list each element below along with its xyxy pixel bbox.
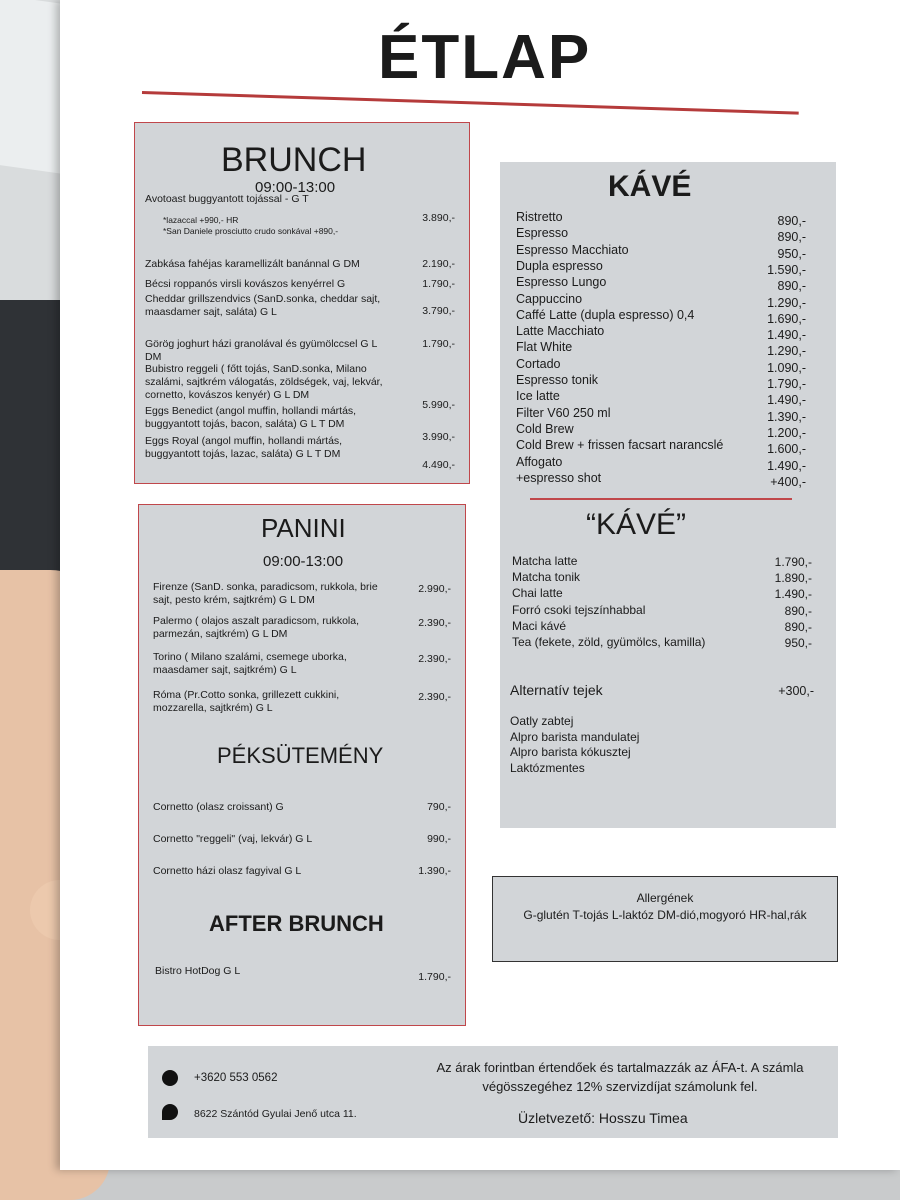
coffee-item-price: 1.390,- xyxy=(767,409,806,424)
panini-item: Torino ( Milano szalámi, csemege uborka, maasdamer sajt, sajtkrém) G L xyxy=(153,651,347,676)
coffee-item-price: 1.490,- xyxy=(767,458,806,473)
pastry-heading: PÉKSÜTEMÉNY xyxy=(217,743,384,768)
coffee-item-price: 890,- xyxy=(777,279,806,294)
footer-address: 8622 Szántód Gyulai Jenő utca 11. xyxy=(194,1108,357,1120)
panini-item: Firenze (SanD. sonka, paradicsom, rukkola, brie sajt, pesto krém, sajtkrém) G L DM xyxy=(153,581,378,606)
menu-title: ÉTLAP xyxy=(378,23,592,92)
menu-sheet xyxy=(60,0,900,1170)
not-coffee-item: Matcha tonik xyxy=(512,570,581,585)
brunch-item: *lazaccal +990,- HR xyxy=(163,215,239,225)
location-pin-icon xyxy=(162,1104,178,1120)
coffee-item-price: 1.200,- xyxy=(767,425,806,440)
not-coffee-item: Matcha latte xyxy=(512,554,578,568)
after-brunch-heading: AFTER BRUNCH xyxy=(209,911,384,936)
allergen-text: G-glutén T-tojás L-laktóz DM-dió,mogyoró HR-hal,rák xyxy=(523,908,807,922)
panini-heading: PANINI xyxy=(261,513,346,543)
phone-icon xyxy=(162,1070,178,1086)
coffee-item: Flat White xyxy=(516,340,573,355)
brunch-item: Eggs Royal (angol muffin, hollandi mártás, buggyantott tojás, lazac, saláta) G L T DM xyxy=(145,435,343,460)
not-coffee-item-price: 1.790,- xyxy=(774,555,812,569)
brunch-item: Avotoast buggyantott tojással - G T xyxy=(145,193,309,205)
coffee-item-price: 1.690,- xyxy=(767,311,806,326)
alt-milk-item: Alpro barista mandulatej xyxy=(510,729,640,744)
coffee-item: Caffé Latte (dupla espresso) 0,4 xyxy=(516,307,695,322)
brunch-panel xyxy=(134,122,470,484)
pastry-item-price: 1.390,- xyxy=(418,865,451,877)
not-coffee-item: Maci kávé xyxy=(512,618,567,633)
coffee-item: Espresso xyxy=(516,226,569,241)
panini-item: Róma (Pr.Cotto sonka, grillezett cukkini, mozzarella, sajtkrém) G L xyxy=(153,689,340,714)
panini-item-price: 2.390,- xyxy=(418,617,451,629)
panini-item: Palermo ( olajos aszalt paradicsom, rukkola, parmezán, sajtkrém) G L DM xyxy=(153,615,360,640)
brunch-item: Bubistro reggeli ( főtt tojás, SanD.sonka, Milano szalámi, sajtkrém válogatás, zöldségek, vaj, lekvár, cornetto, kovászos kenyér) G L DM xyxy=(145,363,383,401)
coffee-item: Cold Brew + frissen facsart narancslé xyxy=(516,438,724,453)
pastry-item-price: 990,- xyxy=(427,833,451,845)
coffee-item-price: 1.290,- xyxy=(767,295,806,310)
panini-item-price: 2.390,- xyxy=(418,691,451,703)
brunch-item-price: 3.990,- xyxy=(422,431,455,443)
pastry-item: Cornetto "reggeli" (vaj, lekvár) G L xyxy=(153,833,313,845)
brunch-item: *San Daniele prosciutto crudo sonkával +890,- xyxy=(163,226,339,236)
coffee-item: Ice latte xyxy=(516,389,560,404)
alt-milk-item: Alpro barista kókusztej xyxy=(510,745,631,759)
brunch-item-price: 3.790,- xyxy=(422,305,455,317)
coffee-panel xyxy=(500,162,836,828)
not-coffee-item-price: 1.890,- xyxy=(774,571,812,586)
title-underline xyxy=(142,91,799,115)
not-coffee-item-price: 1.490,- xyxy=(774,587,812,602)
pastry-item: Cornetto (olasz croissant) G xyxy=(153,801,284,813)
footer-bar xyxy=(148,1046,838,1138)
coffee-item: Dupla espresso xyxy=(516,258,603,273)
footer-note: Az árak forintban értendőek és tartalmazzák az ÁFA-t. A számla végösszegéhez 12% szervizdíjat számolunk fel. xyxy=(436,1060,804,1094)
coffee-item: Cortado xyxy=(516,356,561,371)
coffee-item-price: 1.490,- xyxy=(767,393,806,408)
alt-milk-item: Laktózmentes xyxy=(510,760,585,775)
coffee-item-price: +400,- xyxy=(770,474,806,489)
brunch-item: Görög joghurt házi granolával és gyümölccsel G L DM xyxy=(145,338,377,363)
coffee-divider xyxy=(530,498,792,500)
coffee-item-price: 1.600,- xyxy=(767,442,806,457)
coffee-item-price: 1.590,- xyxy=(767,262,806,277)
coffee-item-price: 1.090,- xyxy=(767,360,806,375)
coffee-item: Cold Brew xyxy=(516,421,574,436)
brunch-item-price: 1.790,- xyxy=(422,338,455,350)
not-coffee-item-price: 890,- xyxy=(784,619,812,634)
not-coffee-item: Forró csoki tejszínhabbal xyxy=(512,602,646,617)
allergen-title: Allergének xyxy=(636,891,694,905)
coffee-item: Espresso Lungo xyxy=(516,275,607,290)
coffee-item: Espresso Macchiato xyxy=(516,242,629,257)
alt-milk-price: +300,- xyxy=(778,684,814,698)
coffee-item: Latte Macchiato xyxy=(516,324,605,339)
not-coffee-item-price: 950,- xyxy=(784,636,812,650)
panini-panel xyxy=(138,504,466,1026)
alt-milk-item: Oatly zabtej xyxy=(510,714,574,728)
not-coffee-item: Tea (fekete, zöld, gyümölcs, kamilla) xyxy=(512,635,706,649)
coffee-item-price: 890,- xyxy=(777,214,806,228)
allergen-box xyxy=(492,876,838,962)
footer-manager: Üzletvezető: Hosszu Timea xyxy=(518,1110,688,1126)
coffee-item: Espresso tonik xyxy=(516,373,598,387)
table-edge xyxy=(0,1165,900,1200)
brunch-item-price: 5.990,- xyxy=(422,399,455,411)
coffee-item: Affogato xyxy=(516,454,563,469)
not-coffee-item: Chai latte xyxy=(512,586,563,601)
coffee-item: Cappuccino xyxy=(516,291,583,306)
coffee-item: Ristretto xyxy=(516,210,563,224)
brunch-item: Zabkása fahéjas karamellizált banánnal G DM xyxy=(145,258,360,270)
coffee-item-price: 1.290,- xyxy=(767,344,806,359)
brunch-item-price: 1.790,- xyxy=(422,278,455,290)
alt-milk-label: Alternatív tejek xyxy=(510,682,603,698)
brunch-item: Cheddar grillszendvics (SanD.sonka, cheddar sajt, maasdamer sajt, saláta) G L xyxy=(145,293,381,318)
brunch-item-price: 3.890,- xyxy=(422,212,455,224)
footer-phone: +3620 553 0562 xyxy=(194,1072,278,1084)
after-brunch-item: Bistro HotDog G L xyxy=(155,965,241,977)
coffee-item-price: 890,- xyxy=(777,230,806,245)
panini-hours: 09:00-13:00 xyxy=(263,553,344,570)
coffee-heading: KÁVÉ xyxy=(608,170,692,203)
coffee-item-price: 1.790,- xyxy=(767,377,806,391)
panini-item-price: 2.390,- xyxy=(418,653,451,665)
not-coffee-heading: “KÁVÉ” xyxy=(586,508,687,541)
panini-item-price: 2.990,- xyxy=(418,583,451,595)
brunch-item-price: 4.490,- xyxy=(422,459,455,471)
pastry-item: Cornetto házi olasz fagyival G L xyxy=(153,865,302,877)
coffee-item-price: 950,- xyxy=(777,246,806,261)
brunch-item-price: 2.190,- xyxy=(422,258,455,270)
coffee-item: +espresso shot xyxy=(516,470,602,485)
not-coffee-item-price: 890,- xyxy=(784,603,812,618)
after-brunch-item-price: 1.790,- xyxy=(418,971,451,983)
brunch-item: Eggs Benedict (angol muffin, hollandi mártás, buggyantott tojás, bacon, saláta) G L T DM xyxy=(145,405,357,430)
brunch-item: Bécsi roppanós virsli kovászos kenyérrel G xyxy=(145,278,346,290)
brunch-heading: BRUNCH xyxy=(221,141,367,179)
brunch-hours: 09:00-13:00 xyxy=(255,179,336,196)
coffee-item-price: 1.490,- xyxy=(767,328,806,343)
pastry-item-price: 790,- xyxy=(427,801,451,813)
coffee-item: Filter V60 250 ml xyxy=(516,405,611,420)
